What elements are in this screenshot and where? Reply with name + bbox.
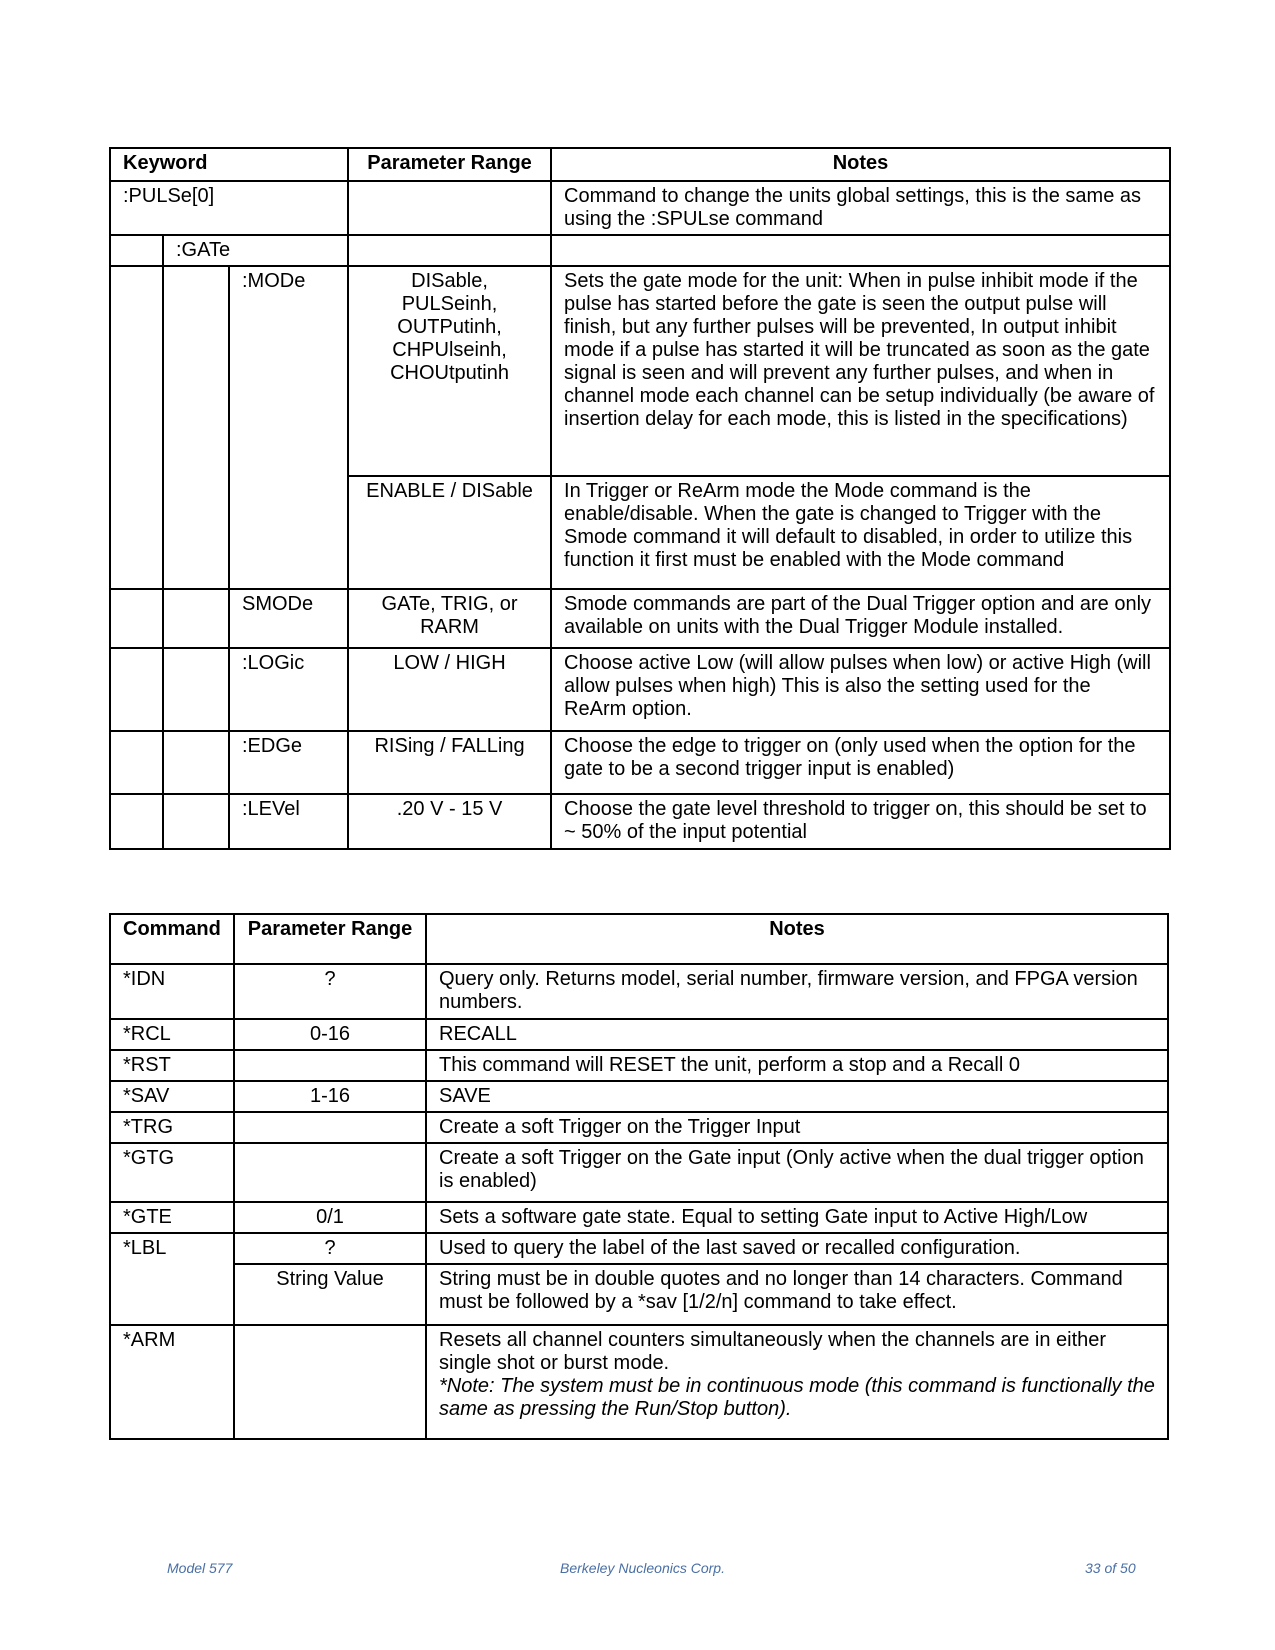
indent-cell: [163, 731, 229, 794]
notes-cell: This command will RESET the unit, perform a stop and a Recall 0: [426, 1050, 1168, 1081]
indent-cell: [110, 731, 163, 794]
keyword-cell: :PULSe[0]: [110, 181, 348, 235]
notes-italic-note: *Note: The system must be in continuous mode (this command is functionally the same as pressing the Run/Stop button).: [439, 1375, 1155, 1420]
table-row: [110, 648, 1170, 731]
command-cell: *SAV: [110, 1081, 234, 1112]
command-cell: *GTG: [110, 1143, 234, 1202]
range-cell: ENABLE / DISable: [348, 476, 551, 589]
notes-cell: Command to change the units global settings, this is the same as using the :SPULse command: [551, 181, 1170, 235]
command-cell: *IDN: [110, 964, 234, 1019]
notes-cell: Sets a software gate state. Equal to setting Gate input to Active High/Low: [426, 1202, 1168, 1233]
indent-cell: [163, 648, 229, 731]
notes-cell: [551, 235, 1170, 266]
command-header: Command: [110, 914, 234, 964]
table-row: [110, 1143, 1168, 1202]
table-row: [110, 1264, 1168, 1325]
range-cell: 1-16: [234, 1081, 426, 1112]
table-row: [110, 1325, 1168, 1439]
table-header-row: [110, 148, 1170, 181]
indent-cell: [163, 266, 229, 589]
keyword-cell: :LEVel: [229, 794, 348, 849]
keyword-cell: :LOGic: [229, 648, 348, 731]
range-cell: ?: [234, 964, 426, 1019]
range-cell: [348, 235, 551, 266]
notes-cell: SAVE: [426, 1081, 1168, 1112]
notes-text: Resets all channel counters simultaneously when the channels are in either single shot or burst mode.: [439, 1329, 1107, 1374]
notes-header: Notes: [426, 914, 1168, 964]
range-cell: 0/1: [234, 1202, 426, 1233]
command-table: [109, 913, 1169, 1440]
command-cell: *RST: [110, 1050, 234, 1081]
range-cell: .20 V - 15 V: [348, 794, 551, 849]
keyword-table: [109, 147, 1171, 850]
command-cell: *LBL: [110, 1233, 234, 1325]
parameter-range-header: Parameter Range: [348, 148, 551, 181]
notes-cell: Create a soft Trigger on the Gate input (Only active when the dual trigger option is enabled): [426, 1143, 1168, 1202]
indent-cell: [110, 235, 163, 266]
parameter-range-header: Parameter Range: [234, 914, 426, 964]
table-row: [110, 964, 1168, 1019]
notes-cell: Used to query the label of the last saved or recalled configuration.: [426, 1233, 1168, 1264]
footer-page-number: 33 of 50: [1085, 1560, 1136, 1576]
indent-cell: [110, 648, 163, 731]
table-row: [110, 235, 1170, 266]
command-cell: *RCL: [110, 1019, 234, 1050]
table-row: [110, 266, 1170, 476]
keyword-cell: :MODe: [229, 266, 348, 589]
range-cell: [234, 1325, 426, 1439]
table-row: [110, 1233, 1168, 1264]
table-row: [110, 589, 1170, 648]
indent-cell: [110, 794, 163, 849]
indent-cell: [110, 589, 163, 648]
indent-cell: [110, 266, 163, 589]
table-row: [110, 731, 1170, 794]
notes-cell: RECALL: [426, 1019, 1168, 1050]
notes-header: Notes: [551, 148, 1170, 181]
notes-cell: In Trigger or ReArm mode the Mode command is the enable/disable. When the gate is changed to Trigger with the Smode command it will default to disabled, in order to utilize this function it first must be enabled with the Mode command: [551, 476, 1170, 589]
table-row: [110, 1081, 1168, 1112]
table-row: [110, 794, 1170, 849]
range-cell: 0-16: [234, 1019, 426, 1050]
keyword-cell: SMODe: [229, 589, 348, 648]
table-row: [110, 181, 1170, 235]
range-cell: [348, 181, 551, 235]
indent-cell: [163, 794, 229, 849]
table-row: [110, 1112, 1168, 1143]
notes-cell: Choose active Low (will allow pulses when low) or active High (will allow pulses when high) This is also the setting used for the ReArm option.: [551, 648, 1170, 731]
notes-cell: Create a soft Trigger on the Trigger Input: [426, 1112, 1168, 1143]
keyword-header: Keyword: [110, 148, 348, 181]
range-cell: GATe, TRIG, or RARM: [348, 589, 551, 648]
footer-model: Model 577: [167, 1560, 233, 1576]
range-cell: [234, 1112, 426, 1143]
notes-cell: Query only. Returns model, serial number, firmware version, and FPGA version numbers.: [426, 964, 1168, 1019]
keyword-cell: :GATe: [163, 235, 348, 266]
command-cell: *TRG: [110, 1112, 234, 1143]
range-cell: DISable, PULSeinh, OUTPutinh, CHPUlseinh, CHOUtputinh: [348, 266, 551, 476]
table-row: [110, 1019, 1168, 1050]
range-cell: ?: [234, 1233, 426, 1264]
command-cell: *ARM: [110, 1325, 234, 1439]
notes-cell: Sets the gate mode for the unit: When in pulse inhibit mode if the pulse has started before the gate is seen the output pulse will finish, but any further pulses will be prevented, In output inhibit mode if a pulse has started it will be truncated as soon as the gate signal is seen and will prevent any further pulses, and when in channel mode each channel can be setup individually (be aware of insertion delay for each mode, this is listed in the specifications): [551, 266, 1170, 476]
notes-cell: Choose the edge to trigger on (only used when the option for the gate to be a second trigger input is enabled): [551, 731, 1170, 794]
table-row: [110, 1050, 1168, 1081]
range-cell: [234, 1050, 426, 1081]
keyword-cell: :EDGe: [229, 731, 348, 794]
footer-company: Berkeley Nucleonics Corp.: [560, 1560, 725, 1576]
range-cell: String Value: [234, 1264, 426, 1325]
notes-cell: String must be in double quotes and no longer than 14 characters. Command must be followed by a *sav [1/2/n] command to take effect.: [426, 1264, 1168, 1325]
notes-cell: [426, 1325, 1168, 1439]
range-cell: [234, 1143, 426, 1202]
notes-cell: Choose the gate level threshold to trigger on, this should be set to ~ 50% of the input potential: [551, 794, 1170, 849]
range-cell: LOW / HIGH: [348, 648, 551, 731]
notes-cell: Smode commands are part of the Dual Trigger option and are only available on units with the Dual Trigger Module installed.: [551, 589, 1170, 648]
table-row: [110, 1202, 1168, 1233]
table-header-row: [110, 914, 1168, 964]
range-cell: RISing / FALLing: [348, 731, 551, 794]
command-cell: *GTE: [110, 1202, 234, 1233]
indent-cell: [163, 589, 229, 648]
